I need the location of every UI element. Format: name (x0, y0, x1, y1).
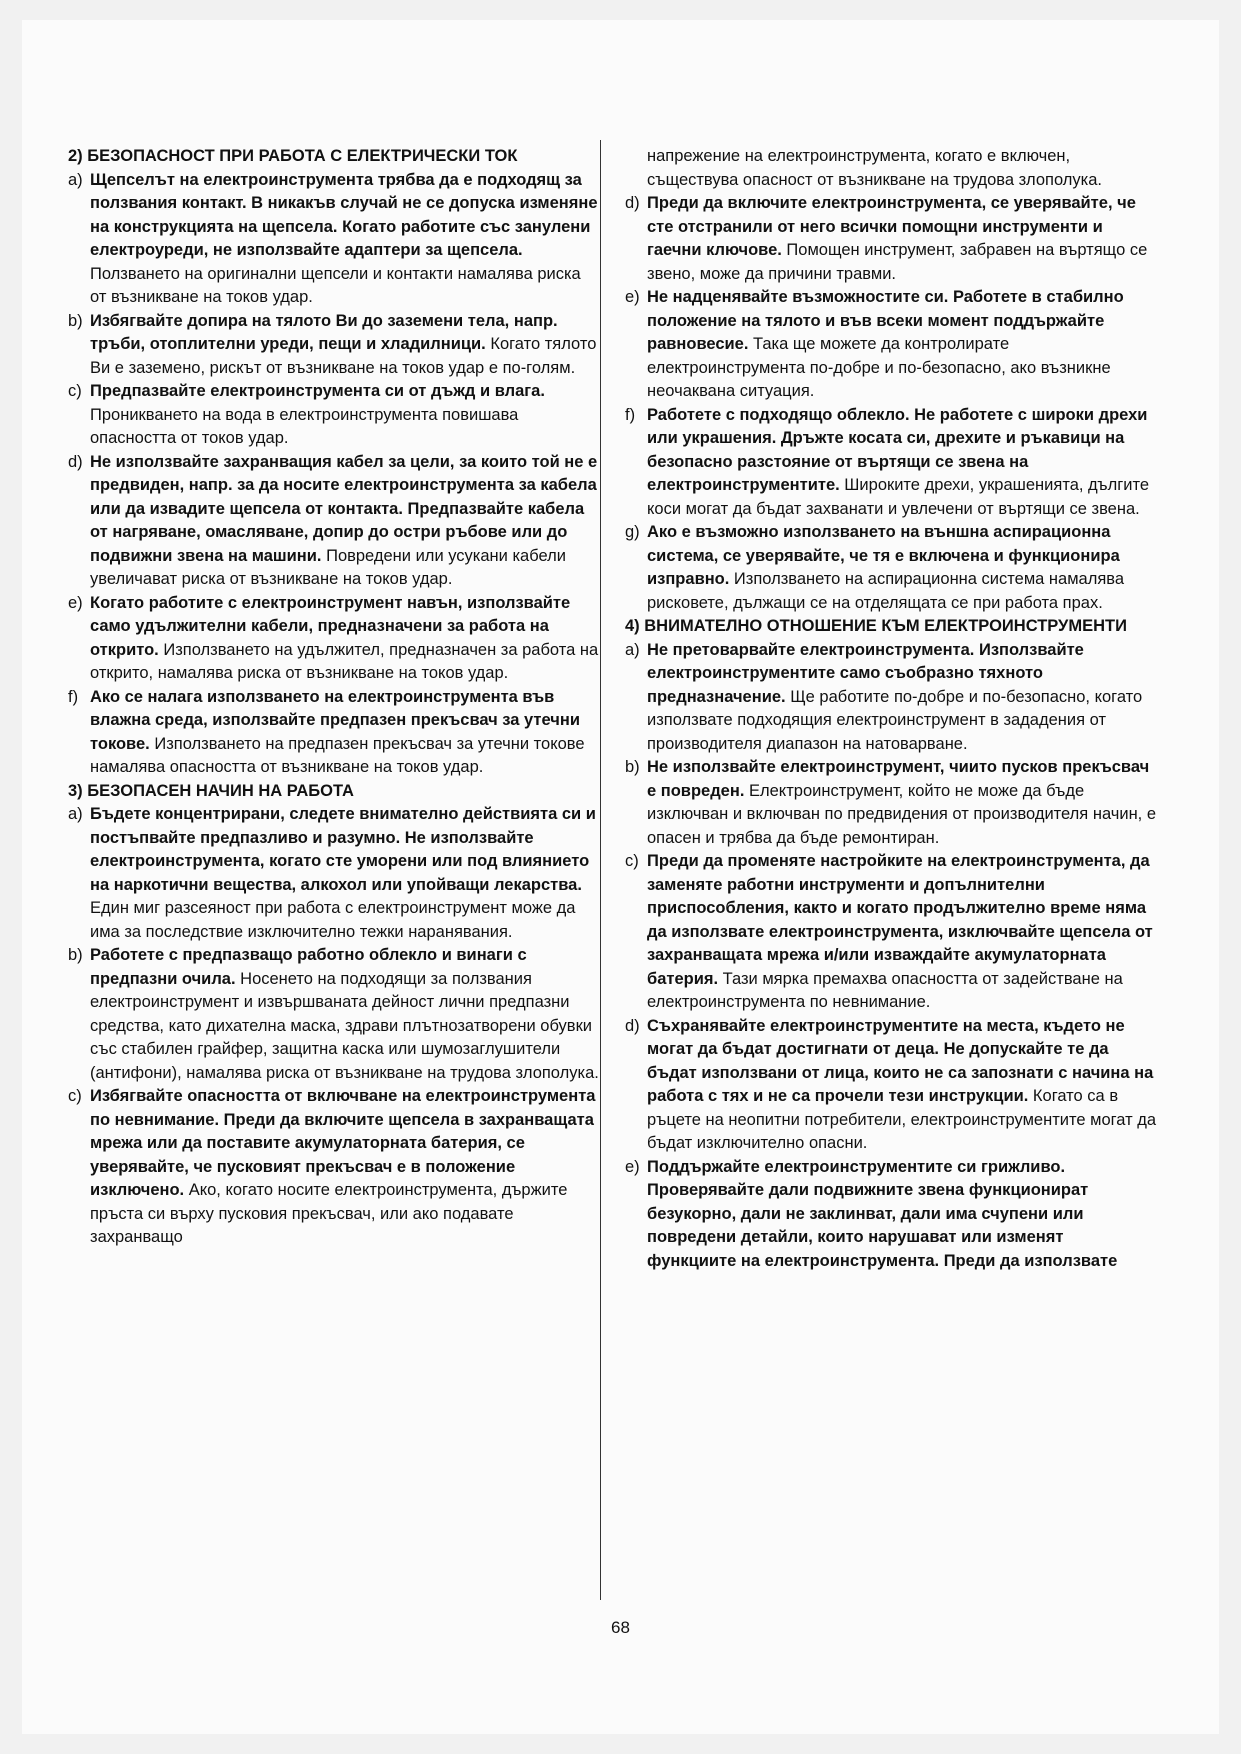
right-column (625, 145, 1157, 1273)
item-letter: a) (68, 170, 83, 189)
item-bold-text: Работете с предпазващо работно облекло и винаги с предпазни очила. (90, 946, 527, 988)
item-letter: e) (625, 288, 640, 306)
item-bold-text: Не използвайте електроинструмент, чиито пусков прекъсвач е повреден. (647, 758, 1150, 800)
item-bold-text: Не използвайте захранващия кабел за цели, за които той не е предвиден, напр. за да носите електроинструмента за кабела или да извадите щепсела от контакта. Предпазвайте кабела от нагряване, омасляване, допир до остри ръбове или до подвижни звена на машини. (90, 452, 598, 565)
item-text: Използването на аспирационна система намалява рисковете, дължащи се на отделящата се при работа прах. (647, 570, 1125, 612)
list-item (68, 803, 600, 944)
item-text: Помощен инструмент, забравен на въртящо се звено, може да причини травми. (647, 241, 1148, 283)
item-letter: b) (68, 946, 83, 964)
item-text: Електроинструмент, който не може да бъде изключван и включван по предвидения от производителя начин, е опасен и трябва да бъде ремонтиран. (647, 781, 1157, 847)
page-number: 68 (611, 1618, 630, 1637)
item-letter: d) (625, 1016, 640, 1035)
item-text: Ползването на оригинални щепсели и контакти намалява риска от възникване на токов удар. (90, 264, 581, 306)
item-bold-text: Ако се налага използването на електроинструмента във влажна среда, използвайте предпазен прекъсвач за утечни токове. (90, 687, 580, 753)
column-divider (600, 140, 601, 1600)
item-letter: a) (68, 805, 83, 823)
item-bold-text: Преди да включите електроинструмента, се уверявайте, че сте отстранили от него всички помощни инструменти и гаечни ключове. (647, 194, 1136, 259)
item-text: Използването на удължител, предназначен за работа на открито, намалява риска от възникване на токов удар. (90, 640, 599, 682)
list-item (625, 639, 1157, 757)
list-item (68, 169, 600, 310)
item-letter: d) (68, 452, 83, 471)
list-item (625, 404, 1157, 522)
item-text: Носенето на подходящи за ползвания електроинструмент и извършваната дейност лични предпазни средства, като дихателна маска, здрави плътнозатворени обувки със стабилен грайфер, защитна каска или шумозаглушители (антифони), намалява риска от възникване на трудова злополука. (90, 969, 599, 1082)
list-item (68, 451, 600, 592)
list-item (68, 1085, 600, 1250)
item-bold-text: Щепселът на електроинструмента трябва да е подходящ за ползвания контакт. В никакъв случай не се допуска изменяне на конструкцията на щепсела. Когато работите със занулени електроуреди, не използвайте адаптери за щепсела. (90, 170, 598, 259)
list-item (625, 1015, 1157, 1156)
list-item (625, 286, 1157, 404)
item-bold-text: Поддържайте електроинструментите си грижливо. Проверявайте дали подвижните звена функционират безукорно, дали не заклинват, дали има счупени или повредени детайли, които нарушават или изменят функциите на електроинструмента. Преди да използвате (647, 1157, 1118, 1270)
item-bold-text: Бъдете концентрирани, следете внимателно действията си и постъпвайте предпазливо и разумно. Не използвайте електроинструмента, когато сте уморени или под влиянието на наркотични вещества, алкохол или упойващи лекарства. (90, 805, 596, 894)
list-item (625, 192, 1157, 286)
item-bold-text: Когато работите с електроинструмент навън, използвайте само удължителни кабели, предназначени за работа на открито. (90, 593, 571, 659)
item-text: Тази мярка премахва опасността от задействане на електроинструмента по невнимание. (647, 969, 1123, 1011)
section-heading: 3) БЕЗОПАСЕН НАЧИН НА РАБОТА (68, 781, 354, 800)
section-heading: 2) БЕЗОПАСНОСТ ПРИ РАБОТА С ЕЛЕКТРИЧЕСКИ ТОК (68, 147, 518, 165)
item-letter: f) (68, 687, 79, 706)
item-text: Ще работите по-добре и по-безопасно, когато използвате подходящия електроинструмент в зададения от производителя диапазон на натоварване. (647, 687, 1143, 753)
item-text: Когато тялото Ви е заземено, рискът от възникване на токов удар е по-голям. (90, 335, 597, 377)
list-item (68, 944, 600, 1085)
item-text: Така ще можете да контролирате електроинструмента по-добре и по-безопасно, ако възникне неочаквана ситуация. (647, 335, 1111, 400)
item-text: Използването на предпазен прекъсвач за утечни токове намалява опасността от възникване на токов удар. (90, 734, 585, 776)
item-text: Един миг разсеяност при работа с електроинструмент може да има за последствие изключително тежки наранявания. (90, 899, 576, 941)
list-item (68, 686, 600, 780)
item-bold-text: Предпазвайте електроинструмента си от дъжд и влага. (90, 382, 545, 400)
list-item (68, 310, 600, 381)
item-bold-text: Не надценявайте възможностите си. Работете в стабилно положение на тялото и във всеки момент поддържайте равновесие. (647, 288, 1124, 353)
item-letter: d) (625, 194, 640, 212)
item-text: Повредени или усукани кабели увеличават риска от възникване на токов удар. (90, 546, 566, 588)
list-item (625, 850, 1157, 1015)
item-bold-text: Не претоварвайте електроинструмента. Използвайте електроинструментите само съобразно тяхното предназначение. (647, 640, 1084, 706)
item-bold-text: Избягвайте опасността от включване на електроинструмента по невнимание. Преди да включите щепсела в захранващата мрежа или да поставите акумулаторната батерия, се уверявайте, че пусковият прекъсвач е в положение изключено. (90, 1087, 596, 1199)
item-letter: b) (68, 311, 83, 330)
item-letter: a) (625, 640, 640, 659)
item-letter: b) (625, 758, 640, 776)
item-text: Проникването на вода в електроинструмента повишава опасността от токов удар. (90, 405, 519, 447)
item-letter: e) (625, 1157, 640, 1176)
item-text: Когато са в ръцете на неопитни потребители, електроинструментите могат да бъдат изключително опасни. (647, 1087, 1157, 1152)
item-letter: c) (68, 1087, 82, 1105)
item-letter: c) (625, 852, 639, 870)
continuation-text: напрежение на електроинструмента, когато е включен, съществува опасност от възникване на трудова злополука. (647, 147, 1102, 189)
item-bold-text: Преди да променяте настройките на електроинструмента, да заменяте работни инструменти и допълнителни приспособления, както и когато продължително време няма да използвате електроинструмента, изключвайте щепсела от захранващата мрежа и/или изваждайте акумулаторната батерия. (647, 852, 1153, 988)
continuation-item (625, 145, 1157, 192)
item-letter: e) (68, 593, 83, 612)
list-item (68, 592, 600, 686)
item-letter: f) (625, 405, 636, 424)
list-item (625, 1156, 1157, 1274)
item-text: Ако, когато носите електроинструмента, държите пръста си върху пусковия прекъсвач, или ако подавате захранващо (90, 1181, 568, 1246)
item-bold-text: Работете с подходящо облекло. Не работете с широки дрехи или украшения. Дръжте косата си, дрехите и ръкавици на безопасно разстояние от въртящи се звена на електроинструментите. (647, 405, 1148, 494)
list-item (625, 521, 1157, 615)
item-text: Широките дрехи, украшенията, дългите коси могат да бъдат захванати и увлечени от въртящи се звена. (647, 476, 1150, 518)
item-bold-text: Ако е възможно използването на външна аспирационна система, се уверявайте, че тя е включена и функционира изправно. (647, 523, 1120, 588)
list-item (625, 756, 1157, 850)
item-bold-text: Избягвайте допира на тялото Ви до заземени тела, напр. тръби, отоплителни уреди, пещи и хладилници. (90, 311, 558, 353)
left-column (68, 145, 600, 1250)
section-heading: 4) ВНИМАТЕЛНО ОТНОШЕНИЕ КЪМ ЕЛЕКТРОИНСТРУМЕНТИ (625, 617, 1127, 635)
list-item (68, 380, 600, 451)
item-letter: g) (625, 523, 640, 541)
item-bold-text: Съхранявайте електроинструментите на места, където не могат да бъдат достигнати от деца. Не допускайте те да бъдат използвани от лица, които не са запознати с начина на работа с тях и не са прочели тези инструкции. (647, 1016, 1154, 1105)
item-letter: c) (68, 382, 82, 400)
